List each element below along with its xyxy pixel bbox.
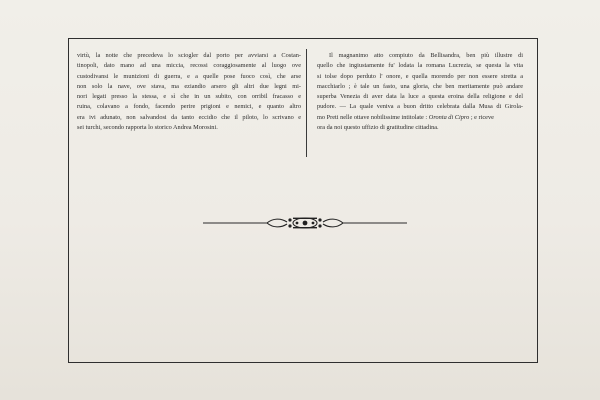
text-line: Il magnanimo atto compiuto da Bellisandra, ben più illustre di <box>329 52 523 59</box>
text-line: ruina, colavano a fondo, facendo perire prigioni e nemici, e quanto altro <box>77 103 301 111</box>
text-line: si tolse dopo perduto l' onore, e quella morendo per non essere stretta a <box>317 72 523 80</box>
work-title: Oronta di Cipro <box>428 113 470 121</box>
text-line: macchiarlo ; è tale un fasto, una gloria, che ben meritamente può andare <box>317 82 523 90</box>
column-divider <box>306 49 307 157</box>
ornament-divider <box>203 215 407 231</box>
right-column <box>317 51 523 133</box>
text-line: sei turchi, secondo rapporta lo storico Andrea Morosini. <box>77 124 218 132</box>
text-line <box>317 113 523 123</box>
text-line: virtù, la notte che precedeva lo sciogler dal porto per avviarsi a Costan- <box>77 52 301 59</box>
text-fragment: ; e riceve <box>470 113 494 121</box>
text-line: superba Venezia di aver data la luce a questa eroina della religione e del <box>317 93 523 101</box>
text-line: ora da noi questo uffizio di gratitudine cittadina. <box>317 124 439 132</box>
text-line: era ivi adunato, non salvandosi da tanto eccidio che il piloto, lo scrivano e <box>77 113 301 121</box>
text-fragment: mo Preti nelle ottave nobilissime intitolate : <box>317 113 428 121</box>
text-line: custodivansi le munizioni di guerra, e a quelle pose fuoco così, che arse <box>77 72 301 80</box>
left-column <box>77 51 301 133</box>
text-line: tinopoli, dato mano ad una miccia, recossi coraggiosamente al luogo ove <box>77 62 301 70</box>
text-line: quello che ingiustamente fu' lodata la romana Lucrezia, se questa la vita <box>317 62 523 70</box>
text-line: nori legati presso la stessa, e sì che in un subito, con orribil fracasso e <box>77 93 301 101</box>
text-frame <box>68 38 538 363</box>
text-line: non solo la nave, ove stava, ma eziandio arsero gli altri due legni mi- <box>77 82 301 90</box>
text-line: pudore. — La quale veniva a buon dritto celebrata dalla Musa di Girola- <box>317 103 523 111</box>
